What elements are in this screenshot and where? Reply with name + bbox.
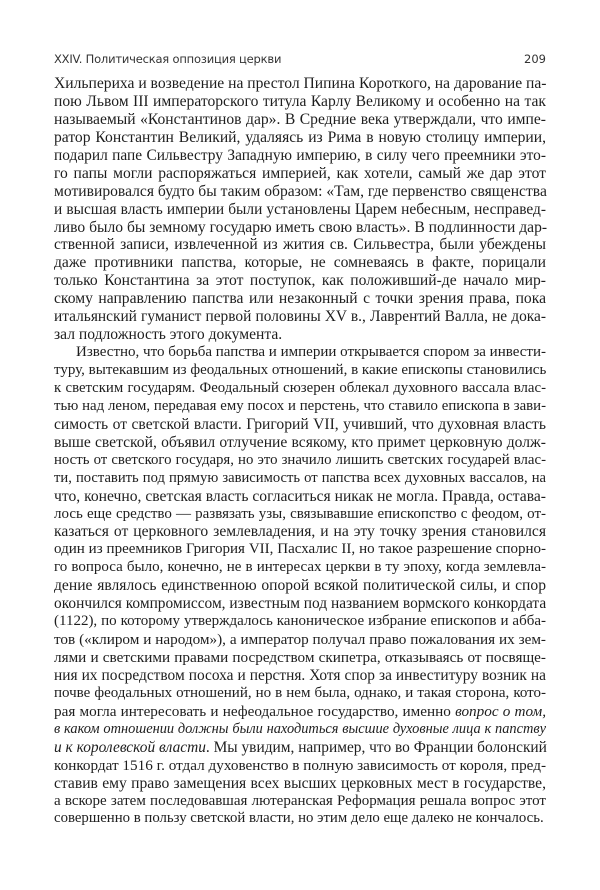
text-line xyxy=(54,470,546,488)
italic-text: и к королевской власти xyxy=(54,738,206,756)
text-segment: Известно, что борьба папства и империи открывается спором за инвести- xyxy=(76,344,546,361)
paragraph xyxy=(54,344,546,828)
text-line xyxy=(54,290,546,308)
text-line xyxy=(54,541,546,559)
text-line xyxy=(54,810,546,828)
text-segment: даже противники папства, которые, не сомневаясь в факте, порицали xyxy=(54,254,546,272)
text-segment: к светским государям. Феодальный сюзерен облекал духовного вассала влас- xyxy=(54,379,546,396)
text-line xyxy=(54,721,546,739)
text-line xyxy=(54,577,546,595)
text-line xyxy=(54,272,546,290)
text-line xyxy=(54,111,546,129)
body-text xyxy=(54,75,546,828)
paragraph xyxy=(54,75,546,344)
text-line xyxy=(54,739,546,757)
text-segment: пою Львом III императорского титула Карлу Великому и особенно на так xyxy=(54,92,546,110)
text-segment: один из преемников Григория VII, Пасхалис II, но такое разрешение спорно- xyxy=(54,541,546,558)
text-segment: и высшая власть империи были установлены Царем небесным, несправед- xyxy=(54,200,546,218)
text-line xyxy=(54,398,546,416)
text-segment: что, конечно, светская власть согласиться никак не могла. Правда, остава- xyxy=(54,487,546,505)
text-line xyxy=(54,219,546,237)
text-line xyxy=(54,362,546,380)
text-segment: зал подложность этого документа. xyxy=(54,326,283,344)
text-segment: окончился компромиссом, известным под названием вормского конкордата xyxy=(54,595,547,613)
text-segment: мотивировался будто бы таким образом: «Там, где первенство священства xyxy=(54,182,547,200)
text-line xyxy=(54,165,546,183)
text-segment: лось еще средство — развязать узы, связывавшие епископство с феодом, от- xyxy=(54,505,546,522)
text-segment: ния их посредством посоха и перстня. Хотя спор за инвеституру возник на xyxy=(54,666,546,684)
text-segment: скому направлению папства или незаконный с точки зрения права, пока xyxy=(54,290,546,308)
text-segment: только Константина за этот поступок, как положивший-де начало мир- xyxy=(54,272,546,290)
text-segment: симость от светской власти. Григорий VII, учивший, что духовная власть xyxy=(54,415,546,433)
text-line xyxy=(54,93,546,111)
text-segment: почве феодальных отношений, но в нем была, однако, и такая сторона, кото- xyxy=(54,684,546,701)
text-segment: тью над леном, передавая ему посох и перстень, что ставило епископа в зави- xyxy=(54,397,546,414)
text-segment: выше светской, объявил отлучение всякому, кто примет церковную долж- xyxy=(54,433,546,451)
text-segment: ратор Константин Великий, удаляясь из Рима в новую столицу империи, xyxy=(54,128,546,146)
text-line xyxy=(54,254,546,272)
italic-text: в каком отношении должны были находиться высшие духовные лица к папству xyxy=(54,720,546,737)
text-line xyxy=(54,631,546,649)
running-title: XXIV. Политическая оппозиция церкви xyxy=(54,52,282,66)
text-segment: . Мы увидим, например, что во Франции болонский xyxy=(205,738,547,756)
text-line xyxy=(54,506,546,524)
text-line xyxy=(54,183,546,201)
text-line xyxy=(54,488,546,506)
text-line xyxy=(54,667,546,685)
text-line xyxy=(54,236,546,254)
text-line xyxy=(54,559,546,577)
text-line xyxy=(54,523,546,541)
text-segment: итальянский гуманист первой половины XV в., Лаврентий Валла, не дока- xyxy=(54,308,546,326)
text-line xyxy=(54,452,546,470)
text-segment: а вскоре затем последовавшая лютеранская Реформация решала вопрос этот xyxy=(54,792,546,809)
text-segment: называемый «Константинов дар». В Средние века утверждали, что импе- xyxy=(54,110,546,128)
text-line xyxy=(54,685,546,703)
text-segment: ти, поставить под прямую зависимость от папства всех духовных вассалов, на xyxy=(54,469,546,486)
text-line xyxy=(54,129,546,147)
text-segment: ственной записи, извлеченной из жития св. Сильвестра, были убеждены xyxy=(54,236,546,254)
text-line xyxy=(54,757,546,775)
text-line xyxy=(54,380,546,398)
text-segment: рая могла интересовать и нефеодальное государство, именно xyxy=(54,702,456,720)
text-line xyxy=(54,434,546,452)
text-line xyxy=(54,595,546,613)
italic-text: вопрос о том, xyxy=(455,702,547,720)
text-segment: совершенно в пользу светской власти, но этим дело еще далеко не кончалось. xyxy=(54,810,544,827)
text-segment: Хильпериха и возведение на престол Пипина Короткого, на дарование па- xyxy=(54,75,547,92)
running-header xyxy=(54,52,546,70)
text-line xyxy=(54,416,546,434)
text-segment: ность от светского государя, но это значило лишить светских государей влас- xyxy=(54,451,546,468)
text-line xyxy=(54,649,546,667)
text-segment: туру, вытекавшим из феодальных отношений, в какие епископы становились xyxy=(54,362,547,378)
page-number: 209 xyxy=(524,52,546,66)
text-line xyxy=(54,308,546,326)
text-segment: ставив ему право замещения всех высших церковных мест в государстве, xyxy=(54,774,546,792)
text-segment: (1122), по которому утверждалось каноническое избрание епископов и абба- xyxy=(54,613,546,630)
text-segment: ливо было бы земному государю иметь свою власть». В подлинности дар- xyxy=(54,218,548,236)
text-line xyxy=(54,201,546,219)
text-segment: казаться от церковного землевладения, и на эту точку зрения становился xyxy=(54,523,546,541)
text-segment: подарил папе Сильвестру Западную империю, в силу чего преемники это- xyxy=(54,146,546,164)
text-line xyxy=(54,775,546,793)
text-segment: конкордат 1516 г. отдал духовенство в полную зависимость от короля, пред- xyxy=(54,756,546,774)
text-segment: го вопроса было, конечно, не в интересах церкви в ту эпоху, когда землевла- xyxy=(54,559,546,576)
text-segment: дение являлось единственною опорой всякой политической силы, и спор xyxy=(54,577,546,595)
text-segment: лями и светскими правами посредством скипетра, отказываясь от посвяще- xyxy=(54,649,546,666)
text-line xyxy=(54,147,546,165)
text-line xyxy=(54,326,546,344)
text-line xyxy=(54,75,546,93)
text-segment: тов («клиром и народом»), а император получал право пожалования их зем- xyxy=(54,631,546,649)
text-line xyxy=(54,613,546,631)
text-line xyxy=(54,344,546,362)
text-line xyxy=(54,793,546,811)
text-line xyxy=(54,703,546,721)
text-segment: го папы могли распоряжаться империей, как хотели, самый же дар этот xyxy=(54,164,546,182)
